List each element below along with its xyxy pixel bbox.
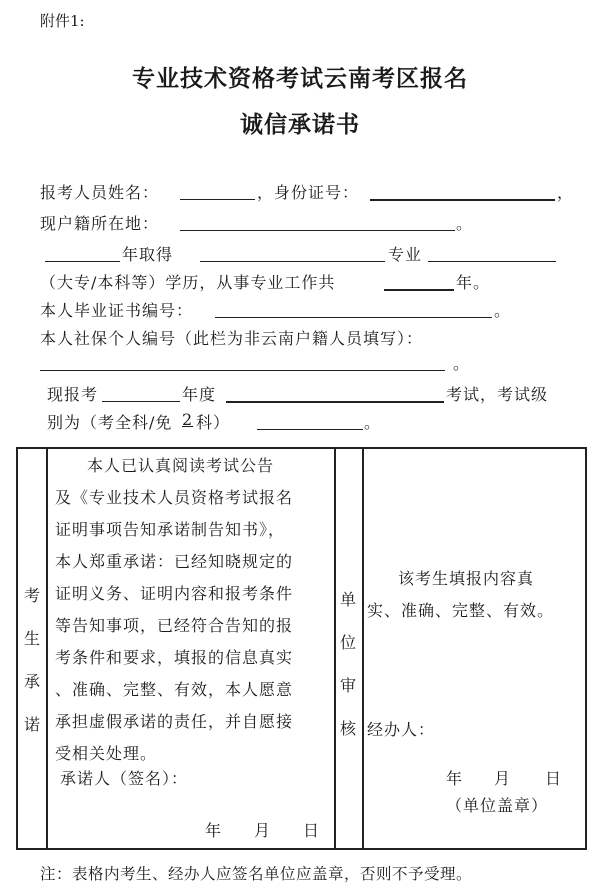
unit-date-day: 日	[545, 769, 563, 788]
certificate-period: 。	[494, 301, 512, 320]
table-top-border	[16, 447, 586, 449]
residence-period: 。	[456, 214, 474, 233]
social-security-blank[interactable]	[40, 370, 445, 371]
header-char: 承	[23, 672, 40, 691]
graduation-year-blank[interactable]	[45, 261, 120, 262]
commitment-line: 本人已认真阅读考试公告	[87, 456, 275, 475]
header-char: 审	[339, 676, 356, 695]
exempt-count: 2	[182, 410, 194, 429]
certificate-label: 本人毕业证书编号：	[40, 301, 194, 320]
table-left-border	[16, 447, 18, 850]
candidate-commitment-header	[20, 574, 44, 746]
promisor-date-year: 年	[205, 821, 223, 840]
header-char: 核	[339, 719, 356, 738]
category-suffix: 科）	[196, 413, 231, 432]
table-bottom-border	[16, 848, 586, 850]
promisor-date-day: 日	[303, 821, 321, 840]
promisor-date-month: 月	[254, 821, 272, 840]
name-label: 报考人员姓名：	[40, 183, 160, 202]
commitment-line: 及《专业技术人员资格考试报名	[55, 488, 294, 507]
exam-name-blank[interactable]	[226, 401, 444, 403]
name-blank[interactable]	[180, 199, 255, 200]
apply-label: 现报考	[47, 385, 99, 404]
review-line-2: 实、准确、完整、有效。	[367, 601, 555, 620]
year-obtained-label: 年取得	[122, 245, 174, 264]
unit-review-header	[336, 578, 360, 750]
commitment-line: 受相关处理。	[55, 744, 158, 763]
residence-label: 现户籍所在地：	[40, 214, 160, 233]
handler-label: 经办人：	[367, 720, 436, 739]
category-period: 。	[364, 413, 382, 432]
year-degree-label: 年度	[182, 385, 217, 404]
header-char: 单	[339, 590, 356, 609]
apply-year-blank[interactable]	[102, 401, 180, 402]
major-blank[interactable]	[428, 261, 556, 262]
commitment-text	[55, 450, 333, 770]
review-line-1: 该考生填报内容真	[398, 569, 535, 588]
certificate-blank[interactable]	[215, 317, 492, 318]
commitment-line: 承担虚假承诺的责任，并自愿接	[55, 712, 294, 731]
unit-seal-label: （单位盖章）	[446, 796, 549, 815]
id-number-blank[interactable]	[370, 199, 555, 201]
social-security-label: 本人社保个人编号（此栏为非云南户籍人员填写）：	[40, 329, 424, 348]
education-label: （大专/本科等）学历，从事专业工作共	[40, 273, 336, 292]
unit-date-month: 月	[494, 769, 512, 788]
commitment-line: 考条件和要求，填报的信息真实	[55, 648, 294, 667]
category-blank[interactable]	[257, 429, 363, 430]
table-divider-3	[362, 447, 364, 850]
table-divider-1	[46, 447, 48, 850]
header-char: 生	[23, 629, 40, 648]
document-title-line2: 诚信承诺书	[240, 111, 360, 138]
exam-level-label: 考试，考试级	[446, 385, 549, 404]
header-char: 位	[339, 633, 356, 652]
promisor-signature-label: 承诺人（签名）：	[60, 769, 189, 788]
row1-comma: ，	[557, 183, 575, 202]
table-right-border	[585, 447, 587, 850]
id-label: ，身份证号：	[257, 183, 360, 202]
document-title-line1: 专业技术资格考试云南考区报名	[132, 65, 468, 92]
category-prefix: 别为（考全科/免	[47, 413, 173, 432]
social-security-period: 。	[453, 354, 471, 373]
school-blank[interactable]	[200, 261, 385, 262]
footer-note: 注：表格内考生、经办人应签名单位应盖章，否则不予受理。	[40, 865, 473, 883]
attachment-label: 附件1:	[40, 12, 85, 30]
commitment-line: 、准确、完整、有效，本人愿意	[55, 680, 294, 699]
residence-blank[interactable]	[180, 230, 455, 231]
major-label: 专业	[388, 245, 423, 264]
work-years-blank[interactable]	[384, 289, 454, 291]
header-char: 考	[23, 586, 40, 605]
unit-date-year: 年	[446, 769, 464, 788]
commitment-line: 证明事项告知承诺制告知书》，	[55, 520, 286, 539]
years-suffix: 年。	[456, 273, 491, 292]
commitment-line: 证明义务、证明内容和报考条件	[55, 584, 294, 603]
commitment-line: 等告知事项，已经符合告知的报	[55, 616, 294, 635]
header-char: 诺	[23, 715, 40, 734]
commitment-line: 本人郑重承诺：已经知晓规定的	[55, 552, 294, 571]
